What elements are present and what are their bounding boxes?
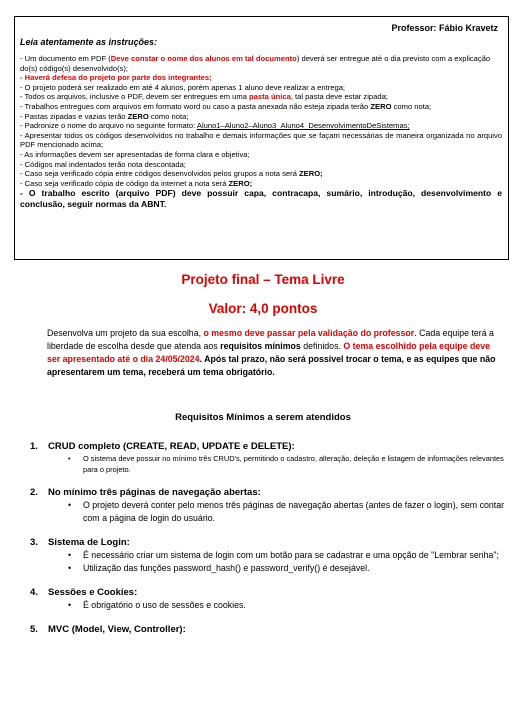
requirements-list [30, 440, 510, 647]
instruction-4: - Todos os arquivos, inclusive o PDF, devem ser entregues em uma pasta única, tal pasta deve estar zipada; [20, 92, 388, 102]
instructions-list [20, 54, 502, 210]
instruction-9: - As informações devem ser apresentadas de forma clara e objetiva; [20, 149, 250, 159]
list-item: • É necessário criar um sistema de login com um botão para se cadastrar e uma opção de "Lembrar senha"; [68, 550, 499, 560]
requirement-4: 4. Sessões e Cookies: • É obrigatório o uso de sessões e cookies. [30, 586, 510, 612]
instruction-6: - Pastas zipadas e vazias terão ZERO como nota; [20, 111, 189, 121]
list-item: • Utilização das funções password_hash() e password_verify() é desejável. [68, 563, 370, 573]
professor-name: Professor: Fábio Kravetz [391, 23, 498, 33]
instruction-13: - O trabalho escrito (arquivo PDF) deve possuir capa, contracapa, sumário, introdução, desenvolvimento e conclusão, seguir normas da ABNT. [20, 188, 502, 210]
requirement-3: 3. Sistema de Login: • É necessário criar um sistema de login com um botão para se cadastrar e uma opção de "Lembrar senha"; • Utilização das funções password_hash() e password_verify() é desejável. [30, 536, 510, 575]
instruction-11: - Caso seja verificado cópia entre códigos desenvolvidos pelos grupos a nota será ZERO; [20, 169, 323, 179]
instructions-box [14, 16, 509, 260]
project-value: Valor: 4,0 pontos [208, 301, 318, 316]
list-item: • É obrigatório o uso de sessões e cookies. [68, 600, 246, 610]
intro-paragraph: Desenvolva um projeto da sua escolha, o mesmo deve passar pela validação do professor. Cada equipe terá a liberdade de escolha desde que atenda aos requisitos mínimos definidos. O tema escolhido pela equipe deve ser apresentado até o dia 24/05/2024. Após tal prazo, não será possível trocar o tema, e as equipes que não apresentarem um tema, receberá um tema obrigatório. [47, 328, 496, 377]
project-title: Projeto final – Tema Livre [181, 272, 345, 287]
instruction-1: - Um documento em PDF (Deve constar o nome dos alunos em tal documento) deverá ser entregue até o dia previsto com a explicação do(s) código(s) desenvolvido(s); [20, 54, 491, 73]
requirement-5: 5. MVC (Model, View, Controller): [30, 624, 186, 635]
requirement-2: 2. No mínimo três páginas de navegação abertas: • O projeto deverá conter pelo menos três páginas de navegação abertas (antes de fazer o login), sem contar com a página de login do usuário. [30, 486, 510, 525]
list-item: • O projeto deverá conter pelo menos três páginas de navegação abertas (antes de fazer o login), sem contar com a página de login do usuário. [68, 500, 505, 523]
requirement-1: 1. CRUD completo (CREATE, READ, UPDATE e DELETE): • O sistema deve possuir no mínimo três CRUD's, permitindo o cadastro, alteração, deleção e listagem de informações relevantes para o projeto. [30, 440, 510, 475]
instruction-3: - O projeto poderá ser realizado em até 4 alunos, porém apenas 1 aluno deve realizar a entrega; [20, 82, 346, 92]
requirements-title: Requisitos Mínimos a serem atendidos [175, 412, 351, 423]
instruction-7: - Padronize o nome do arquivo no seguinte formato: Aluno1–Aluno2–Aluno3_Aluno4_DesenvolvimentoDeSistemas; [20, 121, 410, 131]
instruction-8: - Apresentar todos os códigos desenvolvidos no trabalho e demais informações que se façam necessárias de maneira organizada no arquivo PDF mencionado acima; [20, 130, 502, 150]
instruction-12: - Caso seja verificado cópia de código da internet a nota será ZERO; [20, 178, 253, 188]
instructions-title: Leia atentamente as instruções: [20, 37, 158, 47]
instruction-5: - Trabalhos entregues com arquivos em formato word ou caso a pasta anexada não esteja zipada terão ZERO como nota; [20, 101, 432, 111]
instruction-2: - Haverá defesa do projeto por parte dos integrantes; [20, 73, 212, 83]
instruction-10: - Códigos mal indentados terão nota descontada; [20, 159, 186, 169]
list-item: • O sistema deve possuir no mínimo três CRUD's, permitindo o cadastro, alteração, deleção e listagem de informações relevantes para o projeto. [68, 454, 504, 474]
